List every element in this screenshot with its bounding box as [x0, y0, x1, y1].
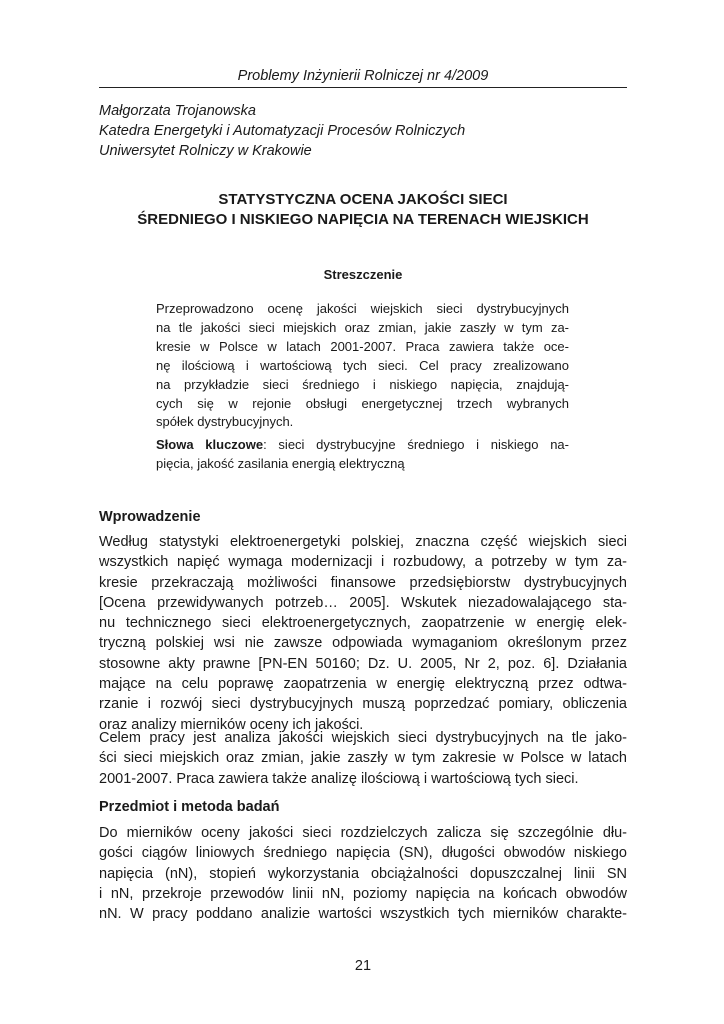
page-number: 21: [354, 958, 372, 974]
text-line: mające na celu poprawę zaopatrzenia w energię elektryczną przez odtwa-: [99, 676, 627, 693]
keywords-line-1: [156, 436, 569, 455]
text-line: Do mierników oceny jakości sieci rozdzielczych zalicza się szczególnie dłu-: [99, 825, 627, 841]
text-line: nN. W pracy poddano analizie wartości wszystkich tych mierników charakte-: [99, 906, 627, 923]
method-paragraph-1: [99, 823, 627, 924]
title-line-2: ŚREDNIEGO I NISKIEGO NAPIĘCIA NA TERENACH WIEJSKICH: [137, 211, 589, 228]
abstract-line: na przykładzie sieci średniego i niskiego napięcia, znajdują-: [156, 376, 569, 392]
abstract-line: nę ilościową i wartościową tych sieci. Cel pracy zrealizowano: [156, 357, 569, 373]
journal-header: Problemy Inżynierii Rolniczej nr 4/2009: [237, 68, 489, 84]
intro-paragraph-1: [99, 532, 627, 735]
abstract-line: Przeprowadzono ocenę jakości wiejskich sieci dystrybucyjnych: [156, 301, 569, 316]
abstract-body: [156, 300, 569, 432]
text-line: [Ocena przewidywanych potrzeb… 2005]. Wskutek niezadowalającego sta-: [99, 594, 627, 611]
text-line: stosowne akty prawne [PN-EN 50160; Dz. U. 2005, Nr 2, poz. 6]. Działania: [99, 655, 627, 672]
text-line: Celem pracy jest analiza jakości wiejskich sieci dystrybucyjnych na tle jako-: [99, 730, 627, 746]
text-line: i nN, przekroje przewodów linii nN, poziomy napięcia na końcach obwodów: [99, 885, 627, 902]
header-rule: [99, 87, 627, 88]
author-name: Małgorzata Trojanowska: [99, 103, 256, 119]
text-line: tryczną polskiej wsi nie zawsze odpowiada wymaganiom określonym przez: [99, 635, 627, 652]
intro-paragraph-2: [99, 728, 627, 789]
author-university: Uniwersytet Rolniczy w Krakowie: [99, 143, 312, 159]
abstract-line: spółek dystrybucyjnych.: [156, 414, 294, 430]
author-block: [99, 101, 627, 161]
paper-page: [99, 0, 627, 1024]
abstract-heading: Streszczenie: [323, 267, 403, 282]
text-line: gości ciągów liniowych średniego napięcia (SN), długości obwodów niskiego: [99, 845, 627, 862]
text-line: ści sieci miejskich oraz zmian, jakie zaszły w tym zakresie w Polsce w latach: [99, 750, 627, 767]
paper-title: [99, 190, 627, 230]
text-line: napięcia (nN), stopień wykorzystania obciążalności dopuszczalnej linii SN: [99, 865, 627, 882]
keywords: [156, 436, 569, 474]
text-line: 2001-2007. Praca zawiera także analizę ilościową i wartościową tych sieci.: [99, 770, 579, 787]
keywords-label: Słowa kluczowe: [156, 437, 264, 452]
author-department: Katedra Energetyki i Automatyzacji Procesów Rolniczych: [99, 123, 466, 139]
text-line: kresie przekraczają możliwości finansowe przedsiębiorstw dystrybucyjnych: [99, 574, 627, 591]
section-heading-intro: Wprowadzenie: [99, 509, 201, 525]
keywords-text: : sieci dystrybucyjne średniego i niskiego na-: [263, 437, 569, 452]
abstract-line: na tle jakości sieci miejskich oraz zmian, jakie zaszły w tym za-: [156, 319, 569, 335]
abstract-line: cych się w rejonie obsługi energetycznej trzech wybranych: [156, 395, 569, 411]
text-line: oraz analizy mierników oceny ich jakości.: [99, 716, 364, 733]
text-line: wszystkich napięć wymaga modernizacji i rozbudowy, a potrzeby w tym za-: [99, 554, 627, 571]
text-line: nu technicznego sieci elektroenergetycznych, zaopatrzenie w energię elek-: [99, 615, 627, 632]
abstract-line: kresie w Polsce w latach 2001-2007. Praca zawiera także oce-: [156, 338, 569, 354]
section-heading-method: Przedmiot i metoda badań: [99, 799, 280, 815]
text-line: rzanie i rozwój sieci dystrybucyjnych muszą poprzedzać pomiary, obliczenia: [99, 696, 627, 713]
keywords-line-2: pięcia, jakość zasilania energią elektryczną: [156, 455, 405, 471]
text-line: Według statystyki elektroenergetyki polskiej, znaczna część wiejskich sieci: [99, 534, 627, 550]
title-line-1: STATYSTYCZNA OCENA JAKOŚCI SIECI: [218, 191, 508, 208]
